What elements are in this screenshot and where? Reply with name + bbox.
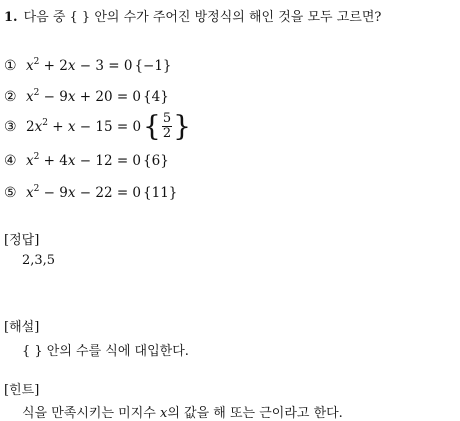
- answer-value: 2,3,5: [22, 253, 56, 268]
- option-solution-set: {4}: [143, 89, 169, 105]
- option-solution-set: {−1}: [134, 58, 172, 74]
- option-solution-set: {11}: [143, 185, 178, 201]
- option-4: [4, 153, 169, 169]
- option-equation: $x^2 - 9x - 22 = 0$: [26, 184, 142, 201]
- option-solution-set: { $\frac{5}{2}$ }: [143, 109, 191, 143]
- option-marker: ②: [4, 89, 17, 105]
- question-number: 1.: [4, 10, 18, 25]
- option-equation: $x^2 - 9x + 20 = 0$: [26, 88, 142, 105]
- option-marker: ①: [4, 58, 17, 74]
- option-marker: ④: [4, 153, 17, 169]
- explanation-text: { } 안의 수를 식에 대입한다.: [22, 344, 189, 359]
- option-marker: ③: [4, 118, 17, 135]
- option-equation: $x^2 + 2x - 3 = 0$: [26, 57, 133, 74]
- question: [4, 6, 381, 25]
- hint-label: [힌트]: [4, 383, 40, 398]
- hint-text: 식을 만족시키는 미지수 x의 값을 해 또는 근이라고 한다.: [22, 406, 343, 421]
- hint-variable: x: [159, 406, 168, 421]
- option-equation: $2x^2 + x - 15 = 0$: [26, 117, 142, 135]
- option-5: [4, 185, 177, 201]
- question-text: 다음 중 { } 안의 수가 주어진 방정식의 해인 것을 모두 고르면?: [23, 10, 382, 25]
- option-3: [4, 109, 191, 143]
- option-equation: $x^2 + 4x - 12 = 0$: [26, 152, 142, 169]
- answer-label: [정답]: [4, 233, 40, 248]
- option-2: [4, 89, 169, 105]
- explanation-label: [해설]: [4, 320, 40, 335]
- fraction: $\frac{5}{2}$: [162, 111, 172, 141]
- option-solution-set: {6}: [143, 153, 169, 169]
- option-1: [4, 58, 172, 74]
- option-marker: ⑤: [4, 185, 17, 201]
